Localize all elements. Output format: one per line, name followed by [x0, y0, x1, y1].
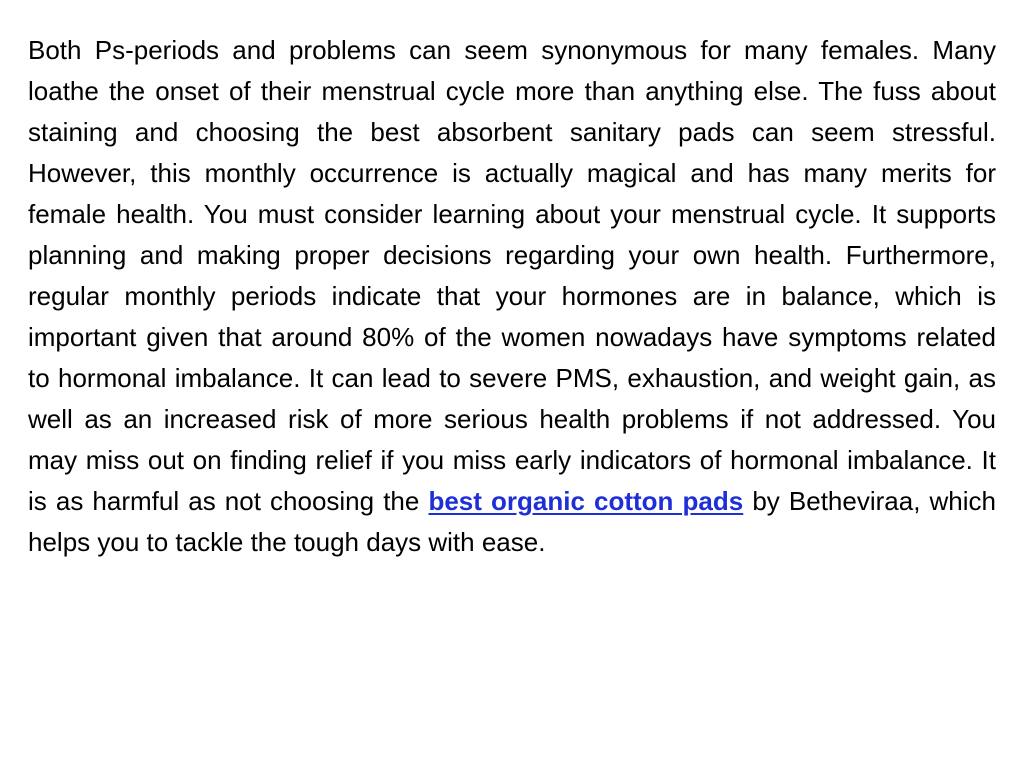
- body-paragraph: [28, 30, 996, 563]
- paragraph-text-after-link: by Betheviraa, which helps you to tackle the tough days with ease.: [28, 486, 996, 557]
- paragraph-text-before-link: Both Ps-periods and problems can seem synonymous for many females. Many loathe the onset of their menstrual cycle more than anything else. The fuss about staining and choosing the best absorbent sanitary pads can seem stressful. However, this monthly occurrence is actually magical and has many merits for female health. You must consider learning about your menstrual cycle. It supports planning and making proper decisions regarding your own health. Furthermore, regular monthly periods indicate that your hormones are in balance, which is important given that around 80% of the women nowadays have symptoms related to hormonal imbalance. It can lead to severe PMS, exhaustion, and weight gain, as well as an increased risk of more serious health problems if not addressed. You may miss out on finding relief if you miss early indicators of hormonal imbalance. It is as harmful as not choosing the: [28, 35, 996, 516]
- best-organic-cotton-pads-link[interactable]: best organic cotton pads: [428, 486, 744, 516]
